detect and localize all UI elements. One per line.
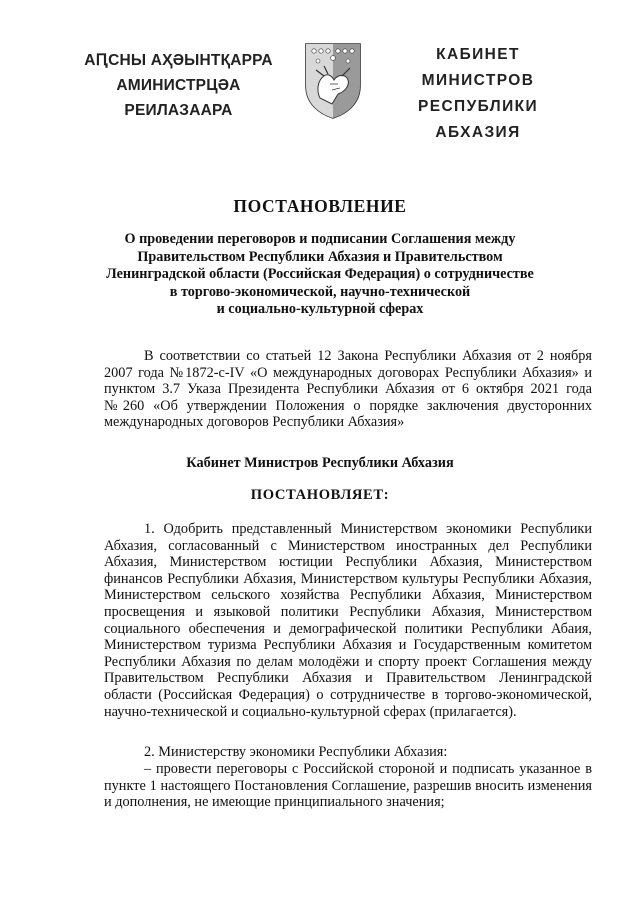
letterhead: [0, 38, 640, 141]
clause-2: [104, 744, 592, 761]
document-subject: [100, 231, 540, 319]
subject-line-1: О проведении переговоров и подписании Соглашения между: [124, 231, 516, 247]
letterhead-abkhaz-line-1: АԤСНЫ АҲӘЫНТҚАРРА: [84, 52, 273, 69]
preamble-text: В соответствии со статьей 12 Закона Республики Абхазия от 2 ноября 2007 года №1872-с-IV «О международных договорах Республики Абхазия» и пунктом 3.7 Указа Президента Республики Абхазия от 6 октября 2021 года №260 «Об утверждении Положения о порядке заключения двусторонних международных договоров Республики Абхазия»: [104, 348, 592, 431]
letterhead-russian-line-1: КАБИНЕТ МИНИСТРОВ: [421, 46, 535, 89]
clause-1: [104, 521, 592, 720]
issuing-body: Кабинет Министров Республики Абхазия: [186, 455, 454, 471]
document-title: ПОСТАНОВЛЕНИЕ: [233, 196, 407, 216]
letterhead-abkhaz-name: [66, 48, 291, 123]
resolves-heading: ПОСТАНОВЛЯЕТ:: [250, 487, 390, 503]
clause-2-subitem-1-text: – провести переговоры с Российской стороной и подписать указанное в пункте 1 настоящего Постановления Соглашение, разрешив вносить изменения и дополнения, не имеющие принципиального значения;: [104, 761, 592, 811]
letterhead-abkhaz-line-2: АМИНИСТРЦӘА РЕИЛАЗААРА: [116, 77, 241, 119]
clause-2-text: 2. Министерству экономики Республики Абхазия:: [144, 744, 448, 760]
subject-line-5: и социально-культурной сферах: [216, 301, 424, 317]
preamble-paragraph: [104, 348, 592, 431]
subject-line-3: Ленинградской области (Российская Федерация) о сотрудничестве: [106, 266, 534, 282]
clause-1-text: 1. Одобрить представленный Министерством экономики Республики Абхазия, согласованный с Министерством иностранных дел Республики Абхазия, Министерством юстиции Республики Абхазия, Министерством финансов Республики Абхазия, Министерством культуры Республики Абхазия, Министерством сельского хозяйства Республики Абхазия, Министерством просвещения и языковой политики Республики Абхазия, Министерством социального обеспечения и демографической политики Республики Абаия, Министерством туризма Республики Абхазия и Государственным комитетом Республики Абхазия по делам молодёжи и спорту проект Соглашения между Правительством Республики Абхазия и Правительством Ленинградской области (Российская Федерация) о сотрудничестве в торгово-экономической, научно-технической и социально-культурной сферах (прилагается).: [104, 521, 592, 720]
letterhead-russian-name: [378, 42, 578, 146]
subject-line-2: Правительством Республики Абхазия и Правительством: [137, 248, 503, 265]
subject-line-4: в торгово-экономической, научно-технической: [169, 283, 471, 300]
clause-2-subitem-1: [104, 761, 592, 811]
abkhazia-coat-of-arms-icon: [302, 40, 364, 120]
letterhead-russian-line-2: РЕСПУБЛИКИ АБХАЗИЯ: [417, 98, 539, 141]
